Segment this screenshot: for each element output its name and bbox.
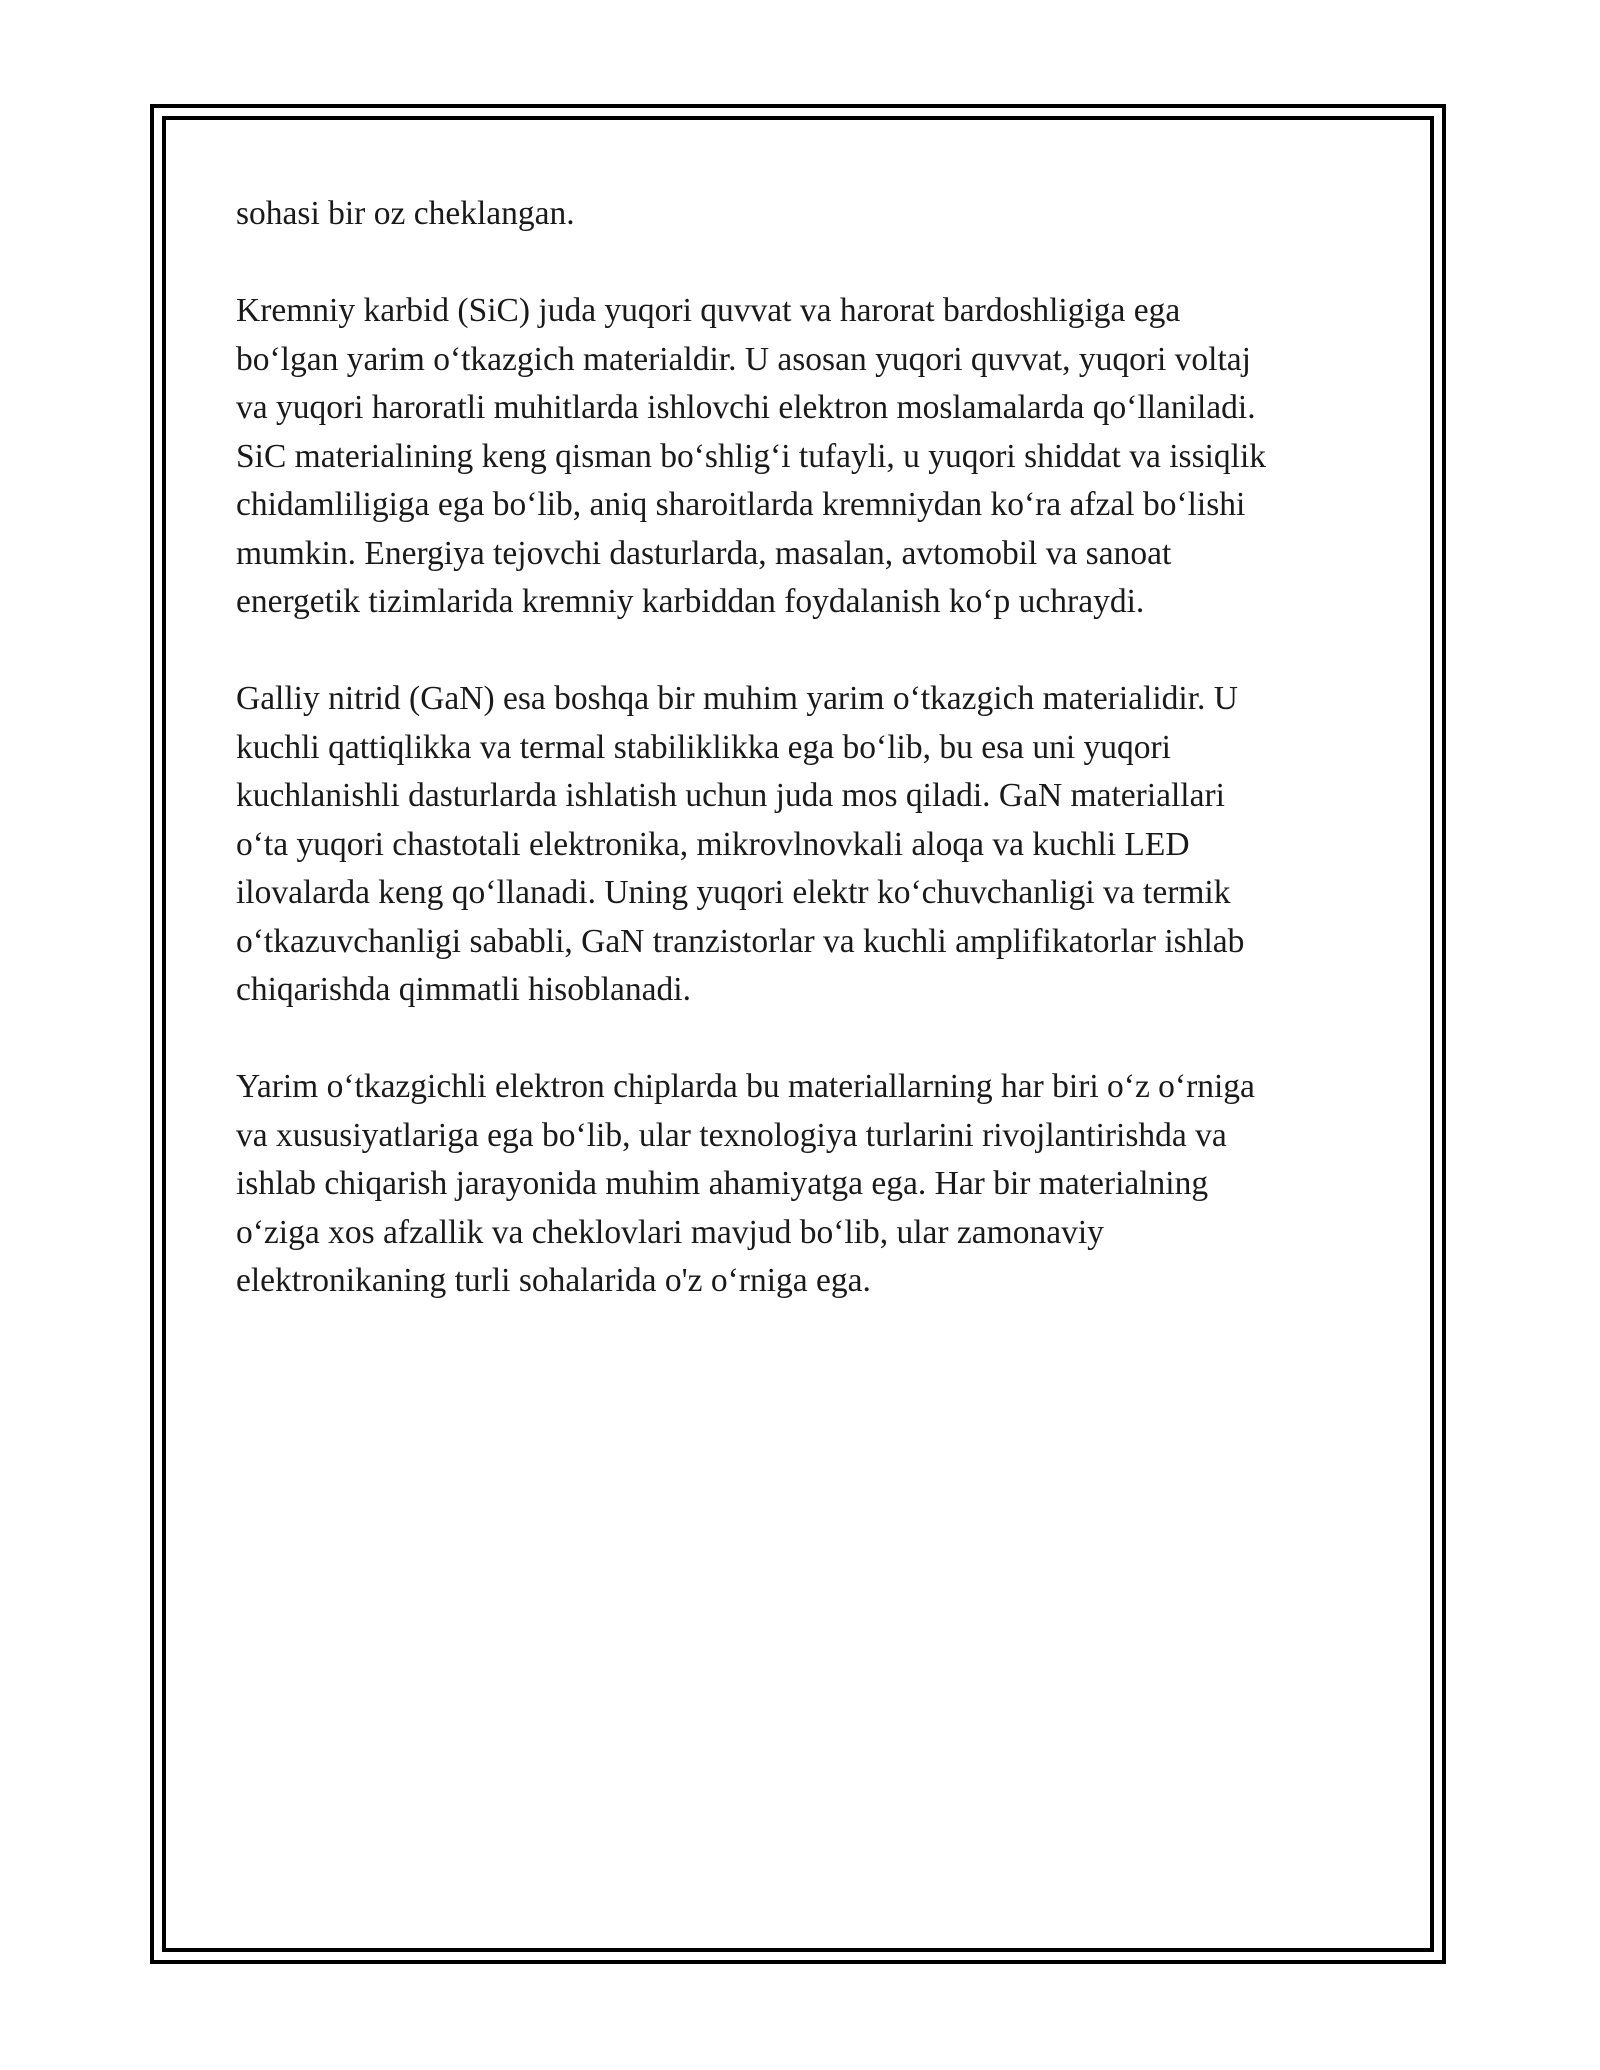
text-line: sohasi bir oz cheklangan. [236, 195, 575, 232]
paragraph-1 [236, 190, 1366, 239]
text-line: va yuqori haroratli muhitlarda ishlovchi elektron moslamalarda qoʻllaniladi. [236, 389, 1256, 426]
paragraph-3 [236, 675, 1366, 1015]
text-line: Kremniy karbid (SiC) juda yuqori quvvat va harorat bardoshligiga ega [236, 292, 1181, 329]
text-line: energetik tizimlarida kremniy karbiddan foydalanish koʻp uchraydi. [236, 583, 1145, 620]
text-line: Yarim oʻtkazgichli elektron chiplarda bu materiallarning har biri oʻz oʻrniga [236, 1068, 1255, 1105]
text-line: ilovalarda keng qoʻllanadi. Uning yuqori elektr koʻchuvchanligi va termik [236, 874, 1231, 911]
text-line: kuchlanishli dasturlarda ishlatish uchun juda mos qiladi. GaN materiallari [236, 777, 1225, 814]
text-line: va xususiyatlariga ega boʻlib, ular texnologiya turlarini rivojlantirishda va [236, 1116, 1227, 1154]
text-line: chiqarishda qimmatli hisoblanadi. [236, 971, 691, 1008]
text-line: oʻziga xos afzallik va cheklovlari mavjud boʻlib, ular zamonaviy [236, 1213, 1104, 1251]
text-line: ishlab chiqarish jarayonida muhim ahamiyatga ega. Har bir materialning [236, 1165, 1209, 1202]
text-line: oʻta yuqori chastotali elektronika, mikrovlnovkali aloqa va kuchli LED [236, 825, 1190, 863]
paragraph-4 [236, 1063, 1366, 1306]
text-line: boʻlgan yarim oʻtkazgich materialdir. U asosan yuqori quvvat, yuqori voltaj [236, 340, 1251, 378]
paragraph-2 [236, 287, 1366, 627]
text-line: chidamliligiga ega boʻlib, aniq sharoitlarda kremniydan koʻra afzal boʻlishi [236, 486, 1246, 523]
text-line: elektronikaning turli sohalarida o'z oʻrniga ega. [236, 1262, 871, 1299]
text-line: SiC materialining keng qisman boʻshligʻi tufayli, u yuqori shiddat va issiqlik [236, 437, 1267, 475]
text-line: mumkin. Energiya tejovchi dasturlarda, masalan, avtomobil va sanoat [236, 534, 1172, 572]
text-line: kuchli qattiqlikka va termal stabiliklikka ega boʻlib, bu esa uni yuqori [236, 728, 1171, 766]
text-line: Galliy nitrid (GaN) esa boshqa bir muhim yarim oʻtkazgich materialidir. U [236, 680, 1238, 717]
document-body [236, 190, 1366, 1354]
text-line: oʻtkazuvchanligi sababli, GaN tranzistorlar va kuchli amplifikatorlar ishlab [236, 922, 1245, 960]
